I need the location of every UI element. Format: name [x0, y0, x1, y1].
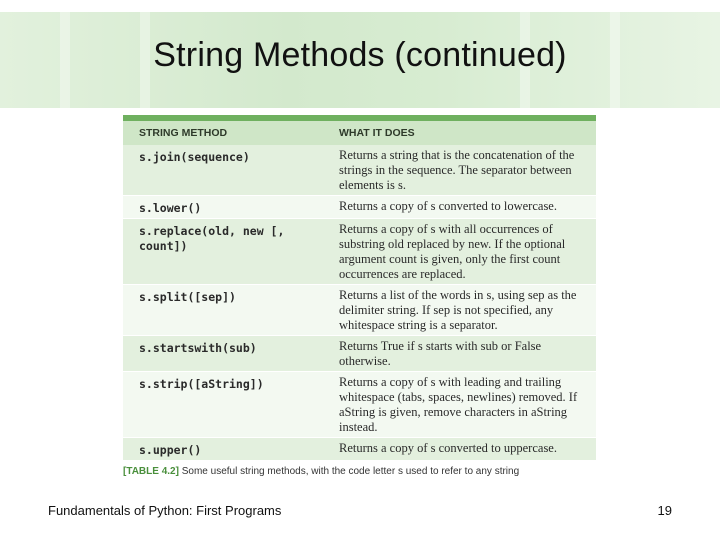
table-row	[123, 145, 596, 196]
string-methods-table	[123, 115, 596, 461]
method-cell: s.replace(old, new [, count])	[123, 219, 323, 285]
table-row	[123, 219, 596, 285]
method-cell: s.startswith(sub)	[123, 336, 323, 372]
description-cell: Returns a copy of s converted to uppercase.	[323, 438, 596, 461]
table-row	[123, 372, 596, 438]
footer-book-title: Fundamentals of Python: First Programs	[48, 503, 282, 518]
description-cell: Returns a string that is the concatenation of the strings in the sequence. The separator between elements is s.	[323, 145, 596, 196]
table-caption	[123, 466, 603, 477]
table-header-row	[123, 121, 596, 145]
caption-label: TABLE 4.2	[126, 466, 176, 477]
caption-text: Some useful string methods, with the code letter s used to refer to any string	[181, 466, 520, 477]
column-header-description: WHAT IT DOES	[323, 121, 596, 145]
slide-title: String Methods (continued)	[153, 36, 567, 74]
method-cell: s.lower()	[123, 196, 323, 219]
description-cell: Returns a copy of s with leading and trailing whitespace (tabs, spaces, newlines) removed. If aString is given, remove characters in aString instead.	[323, 372, 596, 438]
page-number: 19	[657, 503, 672, 518]
table-row	[123, 285, 596, 336]
column-header-method: STRING METHOD	[123, 121, 323, 145]
caption-bracket-open: [	[123, 466, 127, 477]
description-cell: Returns True if s starts with sub or False otherwise.	[323, 336, 596, 372]
method-cell: s.strip([aString])	[123, 372, 323, 438]
description-cell: Returns a list of the words in s, using sep as the delimiter string. If sep is not specified, any whitespace string is a separator.	[323, 285, 596, 336]
method-cell: s.split([sep])	[123, 285, 323, 336]
methods-table	[123, 121, 596, 461]
table-row	[123, 438, 596, 461]
caption-bracket-close: ]	[175, 466, 179, 477]
method-cell: s.join(sequence)	[123, 145, 323, 196]
description-cell: Returns a copy of s converted to lowercase.	[323, 196, 596, 219]
method-cell: s.upper()	[123, 438, 323, 461]
table-row	[123, 196, 596, 219]
description-cell: Returns a copy of s with all occurrences of substring old replaced by new. If the optional argument count is given, only the first count occurrences are replaced.	[323, 219, 596, 285]
table-row	[123, 336, 596, 372]
